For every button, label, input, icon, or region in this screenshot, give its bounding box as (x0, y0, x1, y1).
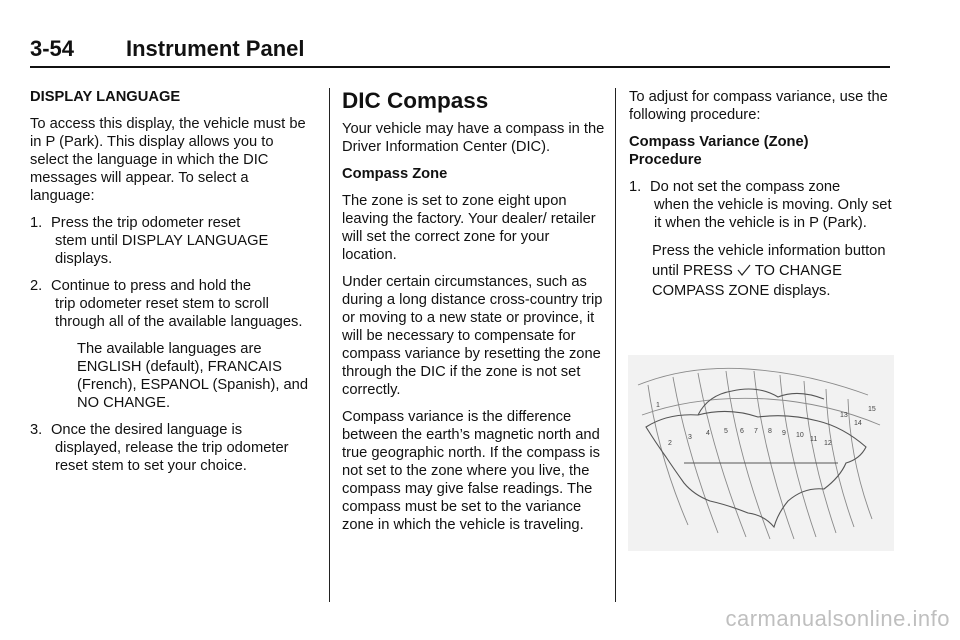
zone-label: 3 (688, 434, 692, 441)
paragraph: To adjust for compass variance, use the following procedure: (629, 89, 888, 123)
column-1 (30, 88, 312, 484)
list-item (30, 214, 312, 268)
press-text: Press the vehicle information button until PRESS (652, 243, 886, 279)
paragraph: Compass variance is the difference between the earth’s magnetic north and true geographic north. If the compass is not set to the zone where you live, the compass may give false readings. The compass must be set to the variance zone in which the vehicle is traveling. (342, 409, 600, 533)
list-text: Continue to press and hold the (51, 278, 252, 294)
list-text: stem until DISPLAY LANGUAGE displays. (55, 233, 269, 267)
column-divider (329, 88, 330, 602)
list-item (629, 178, 895, 232)
list-item (30, 277, 312, 331)
column-divider (615, 88, 616, 602)
paragraph: The zone is set to zone eight upon leaving the factory. Your dealer/ retailer will set the correct zone for your location. (342, 193, 596, 263)
zone-label: 8 (768, 428, 772, 435)
zone-label: 11 (810, 436, 818, 443)
watermark: carmanualsonline.info (725, 606, 950, 631)
list-text: Do not set the compass zone (650, 179, 841, 195)
section-heading: DISPLAY LANGUAGE (30, 89, 181, 105)
subheading: Procedure (629, 152, 702, 168)
zone-label: 10 (796, 432, 804, 439)
zone-label: 4 (706, 430, 710, 437)
list-item (30, 421, 312, 475)
zone-label: 12 (824, 440, 832, 447)
zone-label: 1 (656, 402, 660, 409)
list-text: when the vehicle is moving. Only set it when the vehicle is in P (Park). (654, 197, 892, 231)
page-header (30, 34, 890, 68)
list-number: 1. (30, 215, 43, 231)
note-paragraph: The available languages are ENGLISH (default), FRANCAIS (French), ESPANOL (Spanish), and NO CHANGE. (77, 341, 309, 411)
zone-label: 7 (754, 428, 758, 435)
list-number: 1. (629, 179, 642, 195)
check-icon (737, 264, 751, 276)
page-number: 3-54 (30, 36, 75, 61)
zone-label: 5 (724, 428, 728, 435)
list-text: displayed, release the trip odometer reset stem to set your choice. (55, 440, 289, 474)
page-title: Instrument Panel (126, 36, 305, 61)
paragraph: Your vehicle may have a compass in the Driver Information Center (DIC). (342, 121, 605, 155)
subheading: Compass Variance (Zone) (629, 134, 809, 150)
list-number: 2. (30, 278, 43, 294)
note-paragraph (629, 241, 895, 301)
zone-label: 9 (782, 430, 786, 437)
zone-label: 15 (868, 406, 876, 413)
press-text: TO CHANGE COMPASS ZONE displays. (652, 263, 842, 299)
list-text: Once the desired language is (51, 422, 243, 438)
compass-zone-map (628, 355, 894, 551)
zone-label: 14 (854, 420, 862, 427)
paragraph: To access this display, the vehicle must be in P (Park). This display allows you to select the language in which the DIC messages will appear. To select a language: (30, 116, 306, 204)
column-2 (342, 88, 607, 543)
list-number: 3. (30, 422, 43, 438)
section-title: DIC Compass (342, 88, 489, 113)
subheading: Compass Zone (342, 166, 448, 182)
zone-label: 13 (840, 412, 848, 419)
paragraph: Under certain circumstances, such as during a long distance cross-country trip or moving to a new state or province, it will be necessary to compensate for compass variance by resetting the zone through the DIC if the zone is not set correctly. (342, 274, 603, 398)
list-text: Press the trip odometer reset (51, 215, 241, 231)
zone-label: 2 (668, 440, 672, 447)
column-3 (629, 88, 895, 310)
list-text: trip odometer reset stem to scroll through all of the available languages. (55, 296, 303, 330)
zone-label: 6 (740, 428, 744, 435)
